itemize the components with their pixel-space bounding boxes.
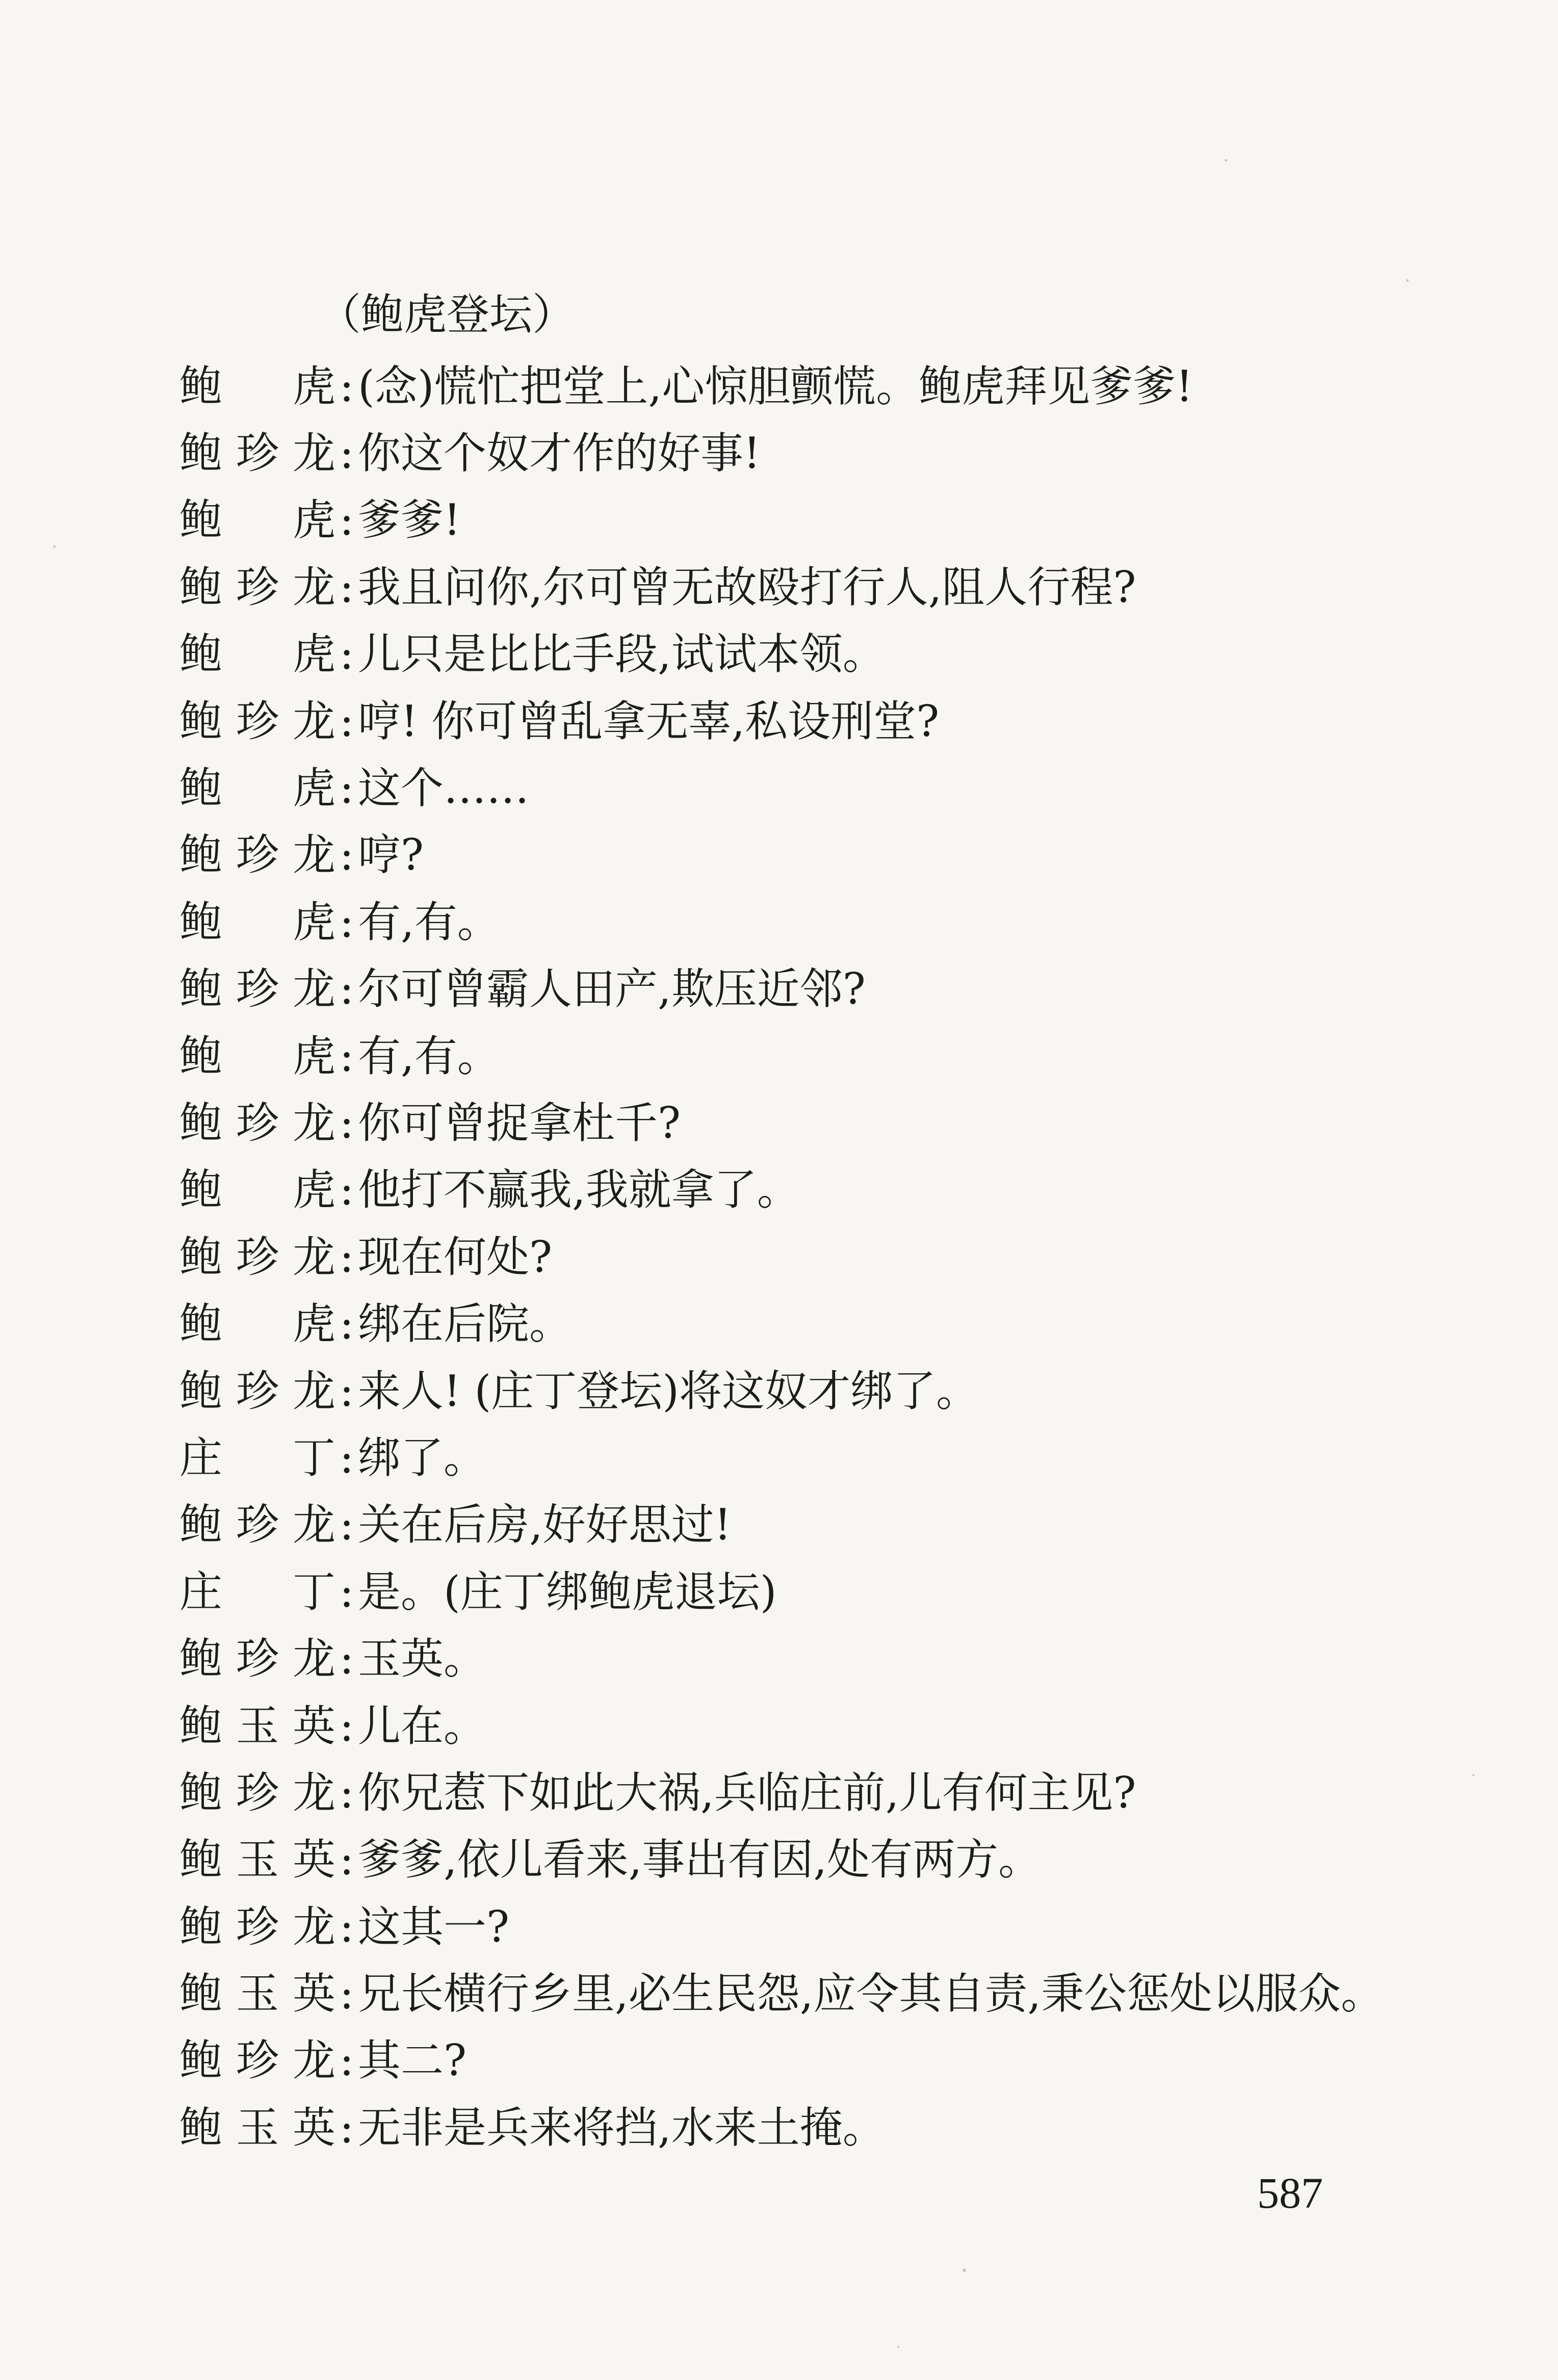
speaker-name: 鲍 虎 bbox=[179, 1031, 335, 1081]
speaker-name: 鲍珍龙 bbox=[179, 562, 335, 612]
speech-text: 尔可曾霸人田产,欺压近邻? bbox=[358, 964, 866, 1014]
speaker-colon: : bbox=[339, 629, 354, 679]
dialogue-line bbox=[179, 1290, 1413, 1357]
speech-text: 其二? bbox=[358, 2035, 467, 2086]
dialogue-line bbox=[179, 1759, 1413, 1826]
speaker-colon: : bbox=[339, 1767, 354, 1818]
scan-speck bbox=[963, 2268, 966, 2272]
speech-text: 他打不赢我,我就拿了。 bbox=[358, 1165, 800, 1215]
speaker-colon: : bbox=[339, 562, 354, 612]
dialogue-line bbox=[179, 1492, 1413, 1558]
dialogue-line bbox=[179, 554, 1413, 620]
speech-text: 爹爹! bbox=[358, 495, 461, 545]
speech-text: 是。(庄丁绑鲍虎退坛) bbox=[358, 1566, 777, 1617]
speaker-name: 鲍 虎 bbox=[179, 629, 335, 679]
speaker-name: 鲍玉英 bbox=[179, 1969, 335, 2019]
speaker-colon: : bbox=[339, 1835, 354, 1885]
stage-direction: （鲍虎登坛） bbox=[318, 290, 576, 339]
dialogue-line bbox=[179, 1625, 1413, 1692]
speaker-colon: : bbox=[339, 361, 354, 411]
speaker-colon: : bbox=[339, 2102, 354, 2153]
dialogue-line bbox=[179, 487, 1413, 554]
scan-speck bbox=[1225, 159, 1227, 162]
dialogue-line bbox=[179, 1357, 1413, 1424]
speaker-colon: : bbox=[339, 1969, 354, 2019]
scan-speck bbox=[53, 545, 56, 548]
speaker-name: 鲍玉英 bbox=[179, 1701, 335, 1751]
speaker-colon: : bbox=[339, 897, 354, 947]
speaker-colon: : bbox=[339, 964, 354, 1014]
speech-text: 玉英。 bbox=[358, 1634, 487, 1684]
speaker-name: 鲍珍龙 bbox=[179, 1901, 335, 1952]
dialogue-line bbox=[179, 2027, 1413, 2094]
speaker-name: 鲍珍龙 bbox=[179, 1097, 335, 1148]
speaker-name: 鲍珍龙 bbox=[179, 1232, 335, 1282]
speaker-colon: : bbox=[339, 1232, 354, 1282]
speaker-colon: : bbox=[339, 1500, 354, 1550]
dialogue-list bbox=[179, 353, 1413, 2161]
speaker-name: 鲍 虎 bbox=[179, 1299, 335, 1349]
speaker-colon: : bbox=[339, 763, 354, 814]
speaker-name: 鲍 虎 bbox=[179, 495, 335, 545]
speaker-colon: : bbox=[339, 1634, 354, 1684]
page-number: 587 bbox=[1257, 2168, 1323, 2217]
dialogue-line bbox=[179, 1826, 1413, 1893]
scan-speck bbox=[897, 2346, 899, 2348]
speech-text: 你可曾捉拿杜千? bbox=[358, 1097, 681, 1148]
dialogue-line bbox=[179, 822, 1413, 888]
speech-text: 兄长横行乡里,必生民怨,应令其自责,秉公惩处以服众。 bbox=[358, 1969, 1384, 2019]
speaker-name: 鲍 虎 bbox=[179, 763, 335, 814]
speech-text: 儿只是比比手段,试试本领。 bbox=[358, 629, 886, 679]
speaker-colon: : bbox=[339, 2035, 354, 2086]
speaker-colon: : bbox=[339, 1432, 354, 1483]
speaker-colon: : bbox=[339, 495, 354, 545]
speech-text: 绑了。 bbox=[358, 1432, 487, 1483]
speech-text: 无非是兵来将挡,水来土掩。 bbox=[358, 2102, 886, 2153]
speech-text: 绑在后院。 bbox=[358, 1299, 573, 1349]
speech-text: 关在后房,好好思过! bbox=[358, 1500, 732, 1550]
dialogue-line bbox=[179, 2094, 1413, 2161]
scan-speck bbox=[1406, 279, 1409, 282]
speech-text: (念)慌忙把堂上,心惊胆颤慌。鲍虎拜见爹爹! bbox=[358, 361, 1193, 411]
dialogue-line bbox=[179, 420, 1413, 486]
speaker-colon: : bbox=[339, 1031, 354, 1081]
speech-text: 你兄惹下如此大祸,兵临庄前,儿有何主见? bbox=[358, 1767, 1136, 1818]
speaker-colon: : bbox=[339, 1701, 354, 1751]
dialogue-line bbox=[179, 1089, 1413, 1156]
dialogue-line bbox=[179, 1157, 1413, 1223]
dialogue-line bbox=[179, 1692, 1413, 1759]
speaker-colon: : bbox=[339, 1566, 354, 1617]
dialogue-line bbox=[179, 621, 1413, 688]
speech-text: 来人! (庄丁登坛)将这奴才绑了。 bbox=[358, 1366, 979, 1416]
dialogue-line bbox=[179, 1893, 1413, 1960]
speaker-name: 庄 丁 bbox=[179, 1566, 335, 1617]
speaker-name: 鲍珍龙 bbox=[179, 2035, 335, 2086]
dialogue-line bbox=[179, 688, 1413, 754]
speech-text: 你这个奴才作的好事! bbox=[358, 428, 761, 479]
speaker-colon: : bbox=[339, 1901, 354, 1952]
speaker-colon: : bbox=[339, 1165, 354, 1215]
dialogue-line bbox=[179, 956, 1413, 1023]
speech-text: 我且问你,尔可曾无故殴打行人,阻人行程? bbox=[358, 562, 1136, 612]
dialogue-line bbox=[179, 1960, 1413, 2027]
speech-text: 儿在。 bbox=[358, 1701, 487, 1751]
speech-text: 这个…… bbox=[358, 763, 530, 814]
speech-text: 这其一? bbox=[358, 1901, 510, 1952]
speaker-name: 鲍珍龙 bbox=[179, 1634, 335, 1684]
speech-text: 有,有。 bbox=[358, 897, 500, 947]
speech-text: 爹爹,依儿看来,事出有因,处有两方。 bbox=[358, 1835, 1042, 1885]
speaker-name: 鲍珍龙 bbox=[179, 428, 335, 479]
dialogue-line bbox=[179, 353, 1413, 420]
speaker-name: 鲍 虎 bbox=[179, 897, 335, 947]
speaker-name: 鲍珍龙 bbox=[179, 696, 335, 746]
speech-text: 现在何处? bbox=[358, 1232, 553, 1282]
dialogue-line bbox=[179, 1424, 1413, 1491]
dialogue-line bbox=[179, 888, 1413, 955]
speaker-name: 鲍珍龙 bbox=[179, 830, 335, 880]
speaker-name: 鲍玉英 bbox=[179, 2102, 335, 2153]
speaker-name: 庄 丁 bbox=[179, 1432, 335, 1483]
speaker-name: 鲍珍龙 bbox=[179, 1767, 335, 1818]
speaker-colon: : bbox=[339, 696, 354, 746]
speaker-name: 鲍玉英 bbox=[179, 1835, 335, 1885]
speaker-name: 鲍珍龙 bbox=[179, 1366, 335, 1416]
speech-text: 哼! 你可曾乱拿无辜,私设刑堂? bbox=[358, 696, 940, 746]
dialogue-line bbox=[179, 1223, 1413, 1290]
speaker-name: 鲍 虎 bbox=[179, 361, 335, 411]
dialogue-line bbox=[179, 1023, 1413, 1089]
speaker-name: 鲍珍龙 bbox=[179, 964, 335, 1014]
speaker-colon: : bbox=[339, 1366, 354, 1416]
speaker-colon: : bbox=[339, 1299, 354, 1349]
speech-text: 有,有。 bbox=[358, 1031, 500, 1081]
speaker-colon: : bbox=[339, 428, 354, 479]
speaker-name: 鲍 虎 bbox=[179, 1165, 335, 1215]
dialogue-line bbox=[179, 1558, 1413, 1625]
speaker-colon: : bbox=[339, 830, 354, 880]
speaker-name: 鲍珍龙 bbox=[179, 1500, 335, 1550]
speech-text: 哼? bbox=[358, 830, 424, 880]
scan-speck bbox=[1472, 1774, 1474, 1776]
dialogue-line bbox=[179, 754, 1413, 821]
speaker-colon: : bbox=[339, 1097, 354, 1148]
